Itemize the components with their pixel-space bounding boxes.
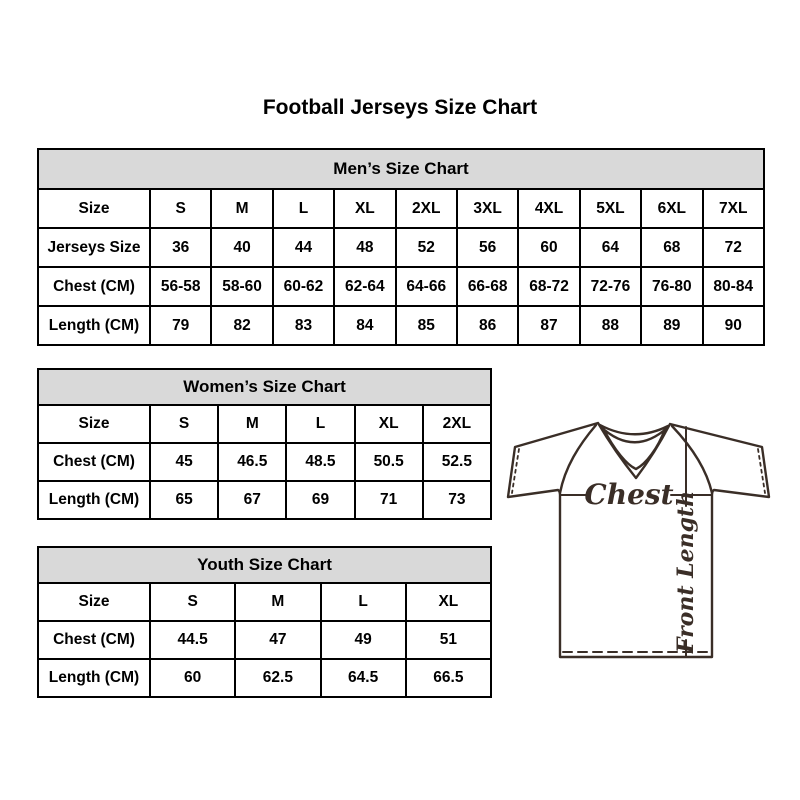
table-row [38,621,491,659]
value-cell: 62.5 [235,659,320,697]
value-cell: 88 [580,306,641,345]
row-header-cell: Size [38,189,150,228]
row-header-cell: Size [38,583,150,621]
table-row [38,267,764,306]
row-header-cell: Chest (CM) [38,267,150,306]
mens-table-body [38,189,764,345]
row-header-cell: Length (CM) [38,481,150,519]
row-header-cell: Length (CM) [38,659,150,697]
value-cell: 89 [641,306,702,345]
jersey-outline [508,423,769,657]
value-cell: 6XL [641,189,702,228]
row-header-cell: Jerseys Size [38,228,150,267]
value-cell: L [321,583,406,621]
value-cell: M [211,189,272,228]
value-cell: 73 [423,481,491,519]
value-cell: 44.5 [150,621,235,659]
row-header-cell: Length (CM) [38,306,150,345]
value-cell: 64.5 [321,659,406,697]
womens-size-table [37,368,492,520]
value-cell: 79 [150,306,211,345]
value-cell: 48.5 [286,443,354,481]
table-row [38,583,491,621]
value-cell: 82 [211,306,272,345]
value-cell: 40 [211,228,272,267]
mens-table-title: Men’s Size Chart [38,149,764,189]
value-cell: 2XL [396,189,457,228]
table-row [38,189,764,228]
value-cell: 76-80 [641,267,702,306]
table-row [38,659,491,697]
value-cell: 46.5 [218,443,286,481]
value-cell: 71 [355,481,423,519]
table-row [38,306,764,345]
value-cell: S [150,405,218,443]
value-cell: 72 [703,228,764,267]
value-cell: 60-62 [273,267,334,306]
value-cell: 68-72 [518,267,579,306]
row-header-cell: Chest (CM) [38,621,150,659]
value-cell: 80-84 [703,267,764,306]
value-cell: 68 [641,228,702,267]
youth-size-table [37,546,492,698]
value-cell: 52 [396,228,457,267]
value-cell: 86 [457,306,518,345]
value-cell: 7XL [703,189,764,228]
jersey-measurement-diagram [503,403,775,665]
table-row [38,481,491,519]
value-cell: 87 [518,306,579,345]
value-cell: 2XL [423,405,491,443]
value-cell: 52.5 [423,443,491,481]
page-title: Football Jerseys Size Chart [262,96,538,119]
value-cell: 56-58 [150,267,211,306]
row-header-cell: Chest (CM) [38,443,150,481]
table-row [38,228,764,267]
value-cell: 47 [235,621,320,659]
value-cell: 56 [457,228,518,267]
womens-table-body [38,405,491,519]
value-cell: 66.5 [406,659,491,697]
table-title-row [38,369,491,405]
value-cell: XL [334,189,395,228]
value-cell: 64 [580,228,641,267]
value-cell: 64-66 [396,267,457,306]
value-cell: 67 [218,481,286,519]
chest-label: Chest [584,478,674,511]
value-cell: 50.5 [355,443,423,481]
table-title-row [38,149,764,189]
youth-table-title: Youth Size Chart [38,547,491,583]
row-header-cell: Size [38,405,150,443]
value-cell: 60 [150,659,235,697]
value-cell: 65 [150,481,218,519]
value-cell: 49 [321,621,406,659]
womens-table-title: Women’s Size Chart [38,369,491,405]
value-cell: L [286,405,354,443]
value-cell: XL [406,583,491,621]
value-cell: 44 [273,228,334,267]
mens-size-table [37,148,765,346]
value-cell: 51 [406,621,491,659]
front-length-label: Front Length [673,490,699,654]
youth-table-body [38,583,491,697]
value-cell: 69 [286,481,354,519]
value-cell: 58-60 [211,267,272,306]
value-cell: 85 [396,306,457,345]
value-cell: 60 [518,228,579,267]
value-cell: M [218,405,286,443]
value-cell: S [150,583,235,621]
value-cell: 90 [703,306,764,345]
value-cell: 62-64 [334,267,395,306]
value-cell: 4XL [518,189,579,228]
table-title-row [38,547,491,583]
table-row [38,443,491,481]
table-row [38,405,491,443]
value-cell: 84 [334,306,395,345]
value-cell: 5XL [580,189,641,228]
value-cell: 48 [334,228,395,267]
value-cell: 66-68 [457,267,518,306]
value-cell: S [150,189,211,228]
value-cell: 83 [273,306,334,345]
value-cell: 45 [150,443,218,481]
value-cell: M [235,583,320,621]
value-cell: 36 [150,228,211,267]
value-cell: XL [355,405,423,443]
value-cell: 3XL [457,189,518,228]
value-cell: 72-76 [580,267,641,306]
value-cell: L [273,189,334,228]
